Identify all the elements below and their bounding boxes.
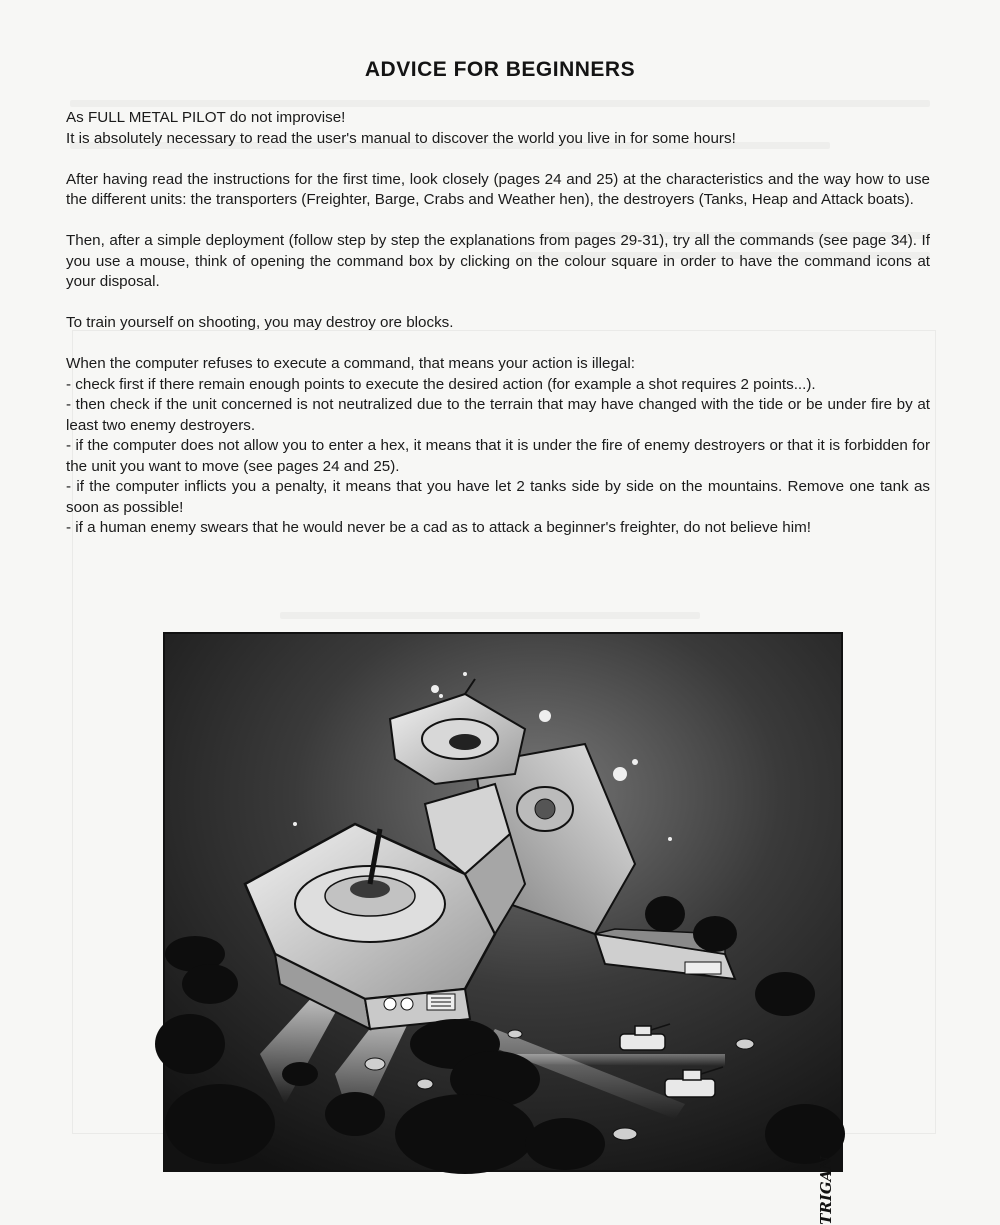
text-line: After having read the instructions for the first time, look closely (pages 24 and 25) at the characteristics and the way how to use the different units: the transporters (Freighter, Barge, Crabs and Weather hen), the destroyers (Tanks, Heap and Attack boats).: [66, 170, 930, 208]
list-item: - if the computer does not allow you to enter a hex, it means that it is under the fire of enemy destroyers or that it is forbidden for the unit you want to move (see pages 24 and 25).: [66, 437, 930, 475]
list-item: - if the computer inflicts you a penalty, it means that you have let 2 tanks side by side on the mountains. Remove one tank as soon as possible!: [66, 478, 930, 516]
paragraph: [66, 170, 930, 211]
paragraph: [66, 313, 930, 334]
list-item: - then check if the unit concerned is not neutralized due to the terrain that may have changed with the tide or be under fire by at least two enemy destroyers.: [66, 396, 930, 434]
show-through-line: [70, 100, 930, 107]
advice-text: [66, 108, 930, 539]
paragraph: [66, 354, 930, 539]
text-line: To train yourself on shooting, you may destroy ore blocks.: [66, 314, 454, 331]
freighter-illustration: [163, 632, 843, 1225]
artist-signature: TRIGAN: [817, 1156, 835, 1225]
list-item: - check first if there remain enough points to execute the desired action (for example a shot requires 2 points...).: [66, 375, 816, 393]
show-through-line: [280, 612, 700, 619]
text-line: It is absolutely necessary to read the user's manual to discover the world you live in for some hours!: [66, 129, 736, 147]
text-line: Then, after a simple deployment (follow step by step the explanations from pages 29-31), try all the commands (see page 34). If you use a mouse, think of opening the command box by clicking on the colour square in order to have the command icons at your disposal.: [66, 232, 930, 290]
text-line: As FULL METAL PILOT do not improvise!: [66, 109, 346, 126]
list-item: - if a human enemy swears that he would never be a cad as to attack a beginner's freighter, do not believe him!: [66, 519, 811, 536]
page-title: ADVICE FOR BEGINNERS: [364, 58, 636, 81]
text-line: When the computer refuses to execute a command, that means your action is illegal:: [66, 355, 635, 372]
paragraph: [66, 231, 930, 293]
freighter-drawing: [165, 634, 841, 1170]
paragraph: [66, 108, 930, 149]
